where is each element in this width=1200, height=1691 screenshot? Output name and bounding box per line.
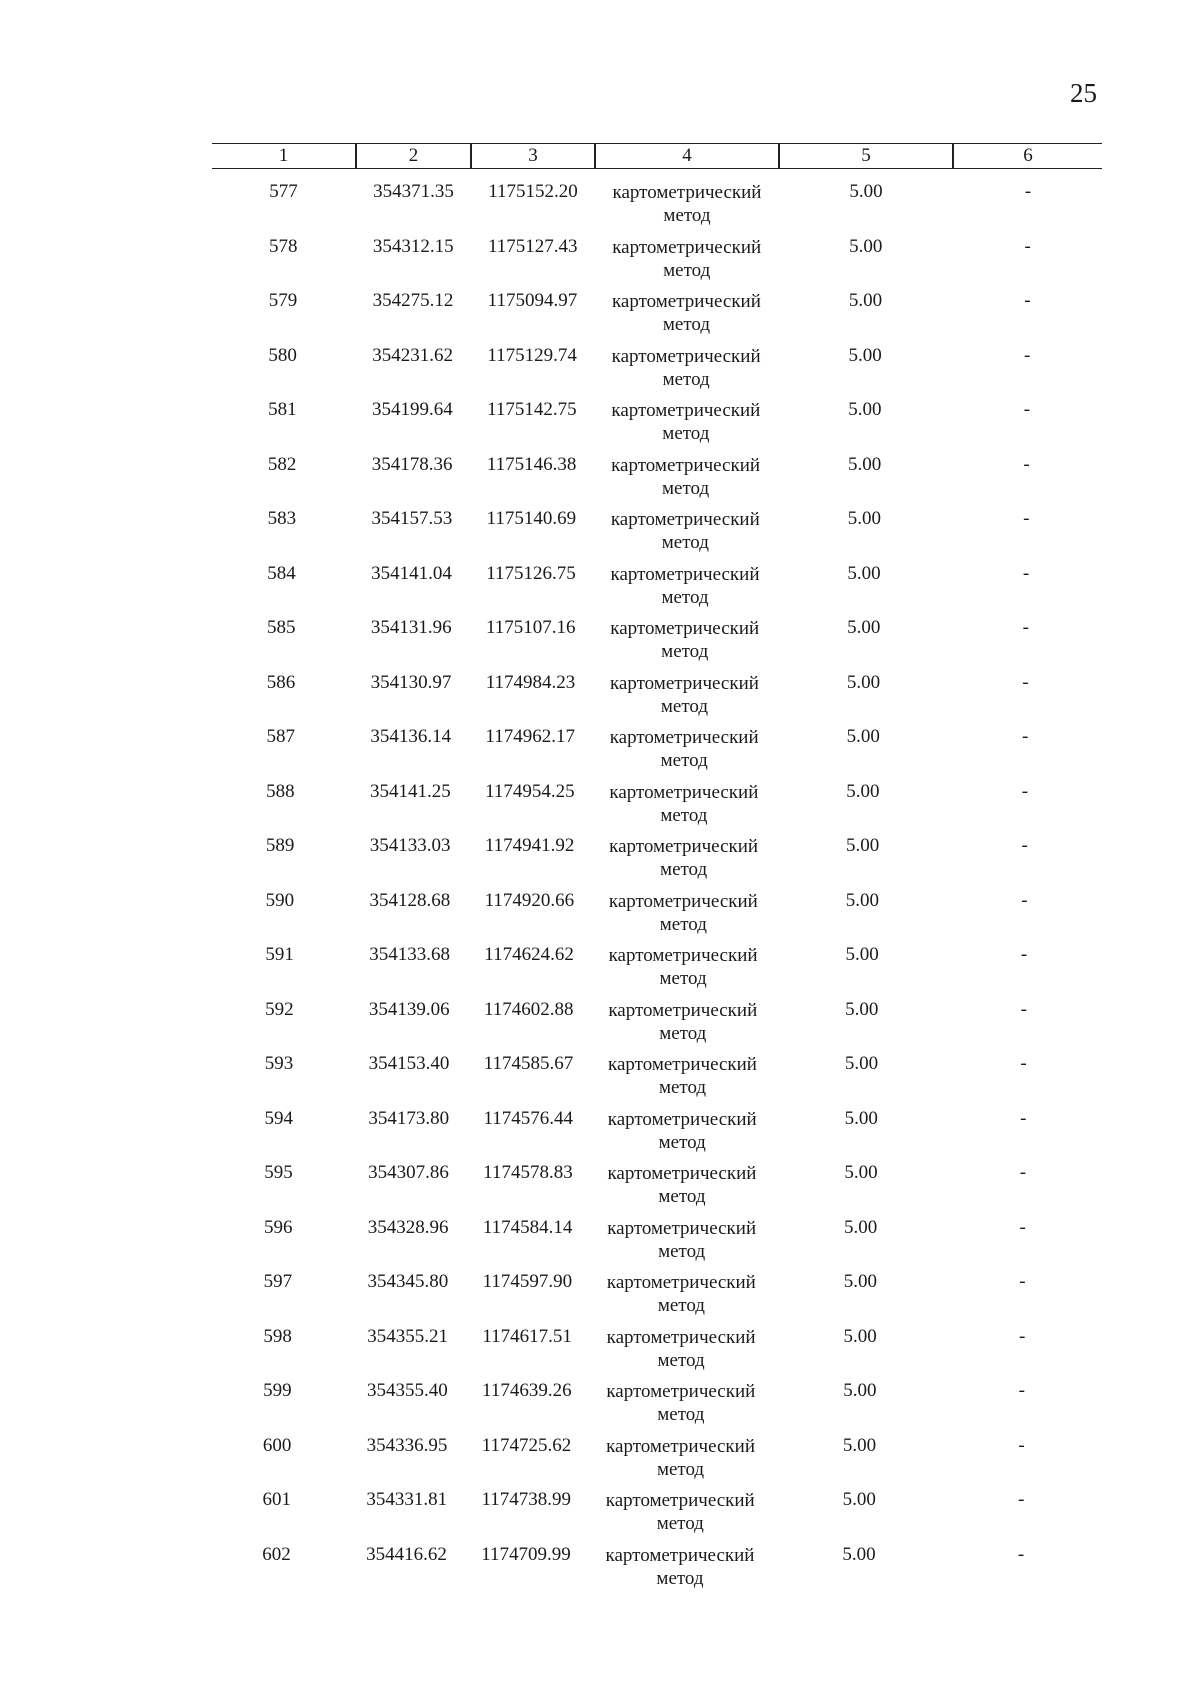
accuracy-value: 5.00 — [842, 1489, 876, 1510]
coordinate-y: 1174639.26 — [482, 1380, 572, 1401]
table-row — [212, 1532, 1102, 1587]
coordinate-x: 354331.81 — [366, 1489, 448, 1510]
accuracy-value: 5.00 — [848, 344, 882, 366]
description-value: - — [1021, 889, 1028, 911]
accuracy-value: 5.00 — [846, 726, 880, 747]
column-header-3: 3 — [528, 145, 538, 166]
coordinate-y: 1174941.92 — [484, 835, 575, 856]
method-line-2: метод — [657, 1404, 705, 1425]
method-cell — [591, 1217, 773, 1263]
point-number: 583 — [267, 508, 297, 529]
coordinate-y: 1175146.38 — [486, 453, 577, 475]
table-row — [212, 169, 1102, 224]
point-number: 578 — [268, 235, 298, 257]
table-row — [212, 1041, 1102, 1096]
method-cell — [595, 290, 777, 336]
coordinate-y: 1174962.17 — [485, 726, 575, 747]
coordinate-y: 1174584.14 — [482, 1216, 573, 1238]
description-value: - — [1024, 235, 1031, 257]
accuracy-value: 5.00 — [846, 835, 880, 856]
accuracy-value: 5.00 — [843, 1271, 878, 1292]
coordinate-y: 1175142.75 — [487, 399, 577, 420]
column-header-5: 5 — [861, 145, 871, 166]
point-number: 592 — [265, 998, 294, 1020]
coordinate-y: 1175126.75 — [486, 562, 576, 584]
point-number: 591 — [265, 944, 294, 965]
table-row — [212, 1259, 1102, 1314]
method-line-1: картометрический — [607, 1163, 757, 1184]
description-value: - — [1022, 726, 1029, 747]
coordinate-x: 354173.80 — [368, 1107, 450, 1129]
table-row — [212, 878, 1102, 933]
coordinate-y: 1174617.51 — [482, 1325, 572, 1347]
table-row — [212, 278, 1102, 333]
description-value: - — [1023, 344, 1031, 366]
table-row — [212, 1423, 1102, 1478]
point-number: 594 — [264, 1107, 293, 1129]
method-line-2: метод — [659, 968, 707, 989]
coordinate-x: 354128.68 — [369, 889, 451, 911]
method-line-2: метод — [656, 1567, 704, 1589]
description-value: - — [1021, 835, 1028, 856]
point-number: 579 — [268, 290, 298, 311]
method-cell — [595, 345, 777, 391]
method-line-1: картометрический — [606, 1381, 756, 1402]
method-cell — [596, 181, 778, 227]
description-value: - — [1024, 181, 1032, 202]
description-value: - — [1019, 1162, 1027, 1183]
method-line-1: картометрический — [610, 618, 760, 639]
method-line-1: картометрический — [608, 1054, 757, 1075]
method-line-2: метод — [662, 477, 710, 499]
description-value: - — [1021, 780, 1029, 802]
method-line-1: картометрический — [609, 727, 759, 748]
point-number: 602 — [262, 1543, 291, 1565]
method-cell — [596, 236, 778, 282]
coordinate-x: 354136.14 — [370, 726, 452, 747]
point-number: 590 — [265, 889, 295, 911]
coordinate-x: 354312.15 — [372, 235, 454, 257]
coordinate-y: 1175152.20 — [488, 181, 578, 202]
method-line-2: метод — [660, 750, 708, 771]
method-cell — [595, 399, 777, 445]
description-value: - — [1023, 453, 1030, 475]
method-cell — [589, 1489, 771, 1535]
method-line-1: картометрический — [606, 1326, 756, 1348]
point-number: 595 — [264, 1162, 293, 1183]
coordinate-x: 354416.62 — [366, 1543, 447, 1565]
column-number-header-row — [212, 143, 1102, 169]
coordinate-x: 354178.36 — [371, 453, 453, 475]
coordinate-y: 1175127.43 — [487, 235, 578, 257]
coordinate-y: 1174578.83 — [483, 1162, 573, 1183]
method-line-2: метод — [656, 1458, 705, 1480]
method-line-1: картометрический — [608, 945, 758, 966]
description-value: - — [1024, 290, 1031, 311]
table-row — [212, 1150, 1102, 1205]
table-row — [212, 660, 1102, 715]
method-cell — [592, 944, 774, 990]
accuracy-value: 5.00 — [843, 1380, 877, 1401]
method-cell — [590, 1326, 772, 1372]
method-cell — [592, 1053, 774, 1099]
point-number: 589 — [265, 835, 295, 856]
method-cell — [592, 999, 774, 1045]
coordinate-x: 354139.06 — [368, 998, 450, 1020]
method-cell — [590, 1271, 772, 1317]
table-row — [212, 823, 1102, 878]
table-row — [212, 1205, 1102, 1260]
method-line-2: метод — [663, 205, 711, 226]
method-line-1: картометрический — [608, 999, 758, 1021]
accuracy-value: 5.00 — [846, 671, 881, 693]
coordinate-x: 354133.68 — [369, 944, 450, 965]
description-value: - — [1019, 1216, 1026, 1238]
method-cell — [589, 1544, 771, 1590]
coordinate-y: 1175107.16 — [485, 617, 576, 638]
point-number: 596 — [263, 1216, 293, 1238]
description-value: - — [1018, 1325, 1026, 1347]
method-line-2: метод — [663, 259, 711, 281]
point-number: 587 — [266, 726, 295, 747]
method-cell — [593, 672, 775, 718]
accuracy-value: 5.00 — [847, 508, 881, 529]
description-value: - — [1023, 508, 1030, 529]
table-row — [212, 769, 1102, 824]
method-line-2: метод — [657, 1349, 705, 1371]
point-number: 601 — [262, 1489, 292, 1510]
coordinate-x: 354157.53 — [371, 508, 453, 529]
description-value: - — [1019, 1271, 1026, 1292]
method-line-2: метод — [662, 314, 710, 335]
table-row — [212, 224, 1102, 279]
accuracy-value: 5.00 — [844, 1053, 879, 1074]
coordinate-x: 354307.86 — [368, 1162, 449, 1183]
accuracy-value: 5.00 — [844, 1107, 878, 1129]
method-cell — [590, 1435, 772, 1481]
coordinate-y: 1175140.69 — [486, 508, 577, 529]
method-cell — [594, 563, 776, 609]
method-line-1: картометрический — [611, 454, 761, 476]
description-value: - — [1022, 617, 1029, 638]
point-number: 597 — [263, 1271, 293, 1292]
table-row — [212, 387, 1102, 442]
coordinate-x: 354199.64 — [372, 399, 453, 420]
method-line-1: картометрический — [608, 890, 758, 912]
coordinate-x: 354371.35 — [373, 181, 454, 202]
table-body — [212, 169, 1102, 1589]
method-line-2: метод — [660, 695, 709, 717]
method-line-2: метод — [661, 586, 709, 608]
method-cell — [594, 508, 776, 554]
description-value: - — [1020, 1053, 1027, 1074]
method-line-1: картометрический — [611, 345, 761, 367]
point-number: 582 — [267, 453, 297, 475]
description-value: - — [1022, 671, 1029, 693]
coordinate-x: 354153.40 — [368, 1053, 450, 1074]
coordinate-y: 1174602.88 — [484, 998, 574, 1020]
table-row — [212, 1314, 1102, 1369]
accuracy-value: 5.00 — [845, 944, 879, 965]
coordinate-x: 354131.96 — [370, 617, 452, 638]
method-line-1: картометрический — [610, 509, 760, 530]
description-value: - — [1023, 399, 1031, 420]
method-line-2: метод — [659, 913, 707, 935]
point-number: 580 — [268, 344, 297, 366]
table-row — [212, 333, 1102, 388]
accuracy-value: 5.00 — [849, 235, 883, 257]
description-value: - — [1018, 1489, 1025, 1510]
accuracy-value: 5.00 — [847, 453, 882, 475]
table-row — [212, 605, 1102, 660]
method-line-2: метод — [661, 641, 709, 662]
method-line-2: метод — [658, 1186, 706, 1207]
coordinate-x: 354130.97 — [370, 671, 452, 693]
method-line-2: метод — [658, 1240, 706, 1262]
point-number: 585 — [267, 617, 296, 638]
method-line-1: картометрический — [607, 1108, 757, 1130]
point-number: 577 — [269, 181, 298, 202]
description-value: - — [1020, 944, 1028, 965]
description-value: - — [1022, 562, 1030, 584]
method-line-2: метод — [656, 1513, 704, 1534]
description-value: - — [1017, 1543, 1025, 1565]
method-line-1: картометрический — [605, 1544, 755, 1566]
coordinate-y: 1174624.62 — [484, 944, 574, 965]
accuracy-value: 5.00 — [842, 1434, 877, 1456]
coordinates-table — [212, 143, 1102, 1589]
coordinate-y: 1174576.44 — [483, 1107, 573, 1129]
accuracy-value: 5.00 — [843, 1325, 877, 1347]
method-line-2: метод — [660, 804, 708, 826]
coordinate-y: 1175094.97 — [487, 290, 578, 311]
coordinate-x: 354275.12 — [372, 290, 454, 311]
table-row — [212, 551, 1102, 606]
method-line-1: картометрический — [612, 236, 762, 258]
table-row — [212, 1477, 1102, 1532]
accuracy-value: 5.00 — [844, 1162, 878, 1183]
table-row — [212, 1368, 1102, 1423]
method-line-2: метод — [662, 368, 710, 390]
point-number: 593 — [264, 1053, 294, 1074]
method-cell — [593, 781, 775, 827]
method-line-1: картометрический — [606, 1272, 756, 1293]
point-number: 581 — [268, 399, 297, 420]
method-line-1: картометрический — [609, 781, 759, 803]
method-cell — [592, 890, 774, 936]
coordinate-x: 354345.80 — [367, 1271, 449, 1292]
table-row — [212, 987, 1102, 1042]
description-value: - — [1020, 1107, 1027, 1129]
method-cell — [595, 454, 777, 500]
method-cell — [591, 1162, 773, 1208]
method-line-1: картометрический — [607, 1217, 757, 1239]
table-row — [212, 932, 1102, 987]
method-cell — [593, 835, 775, 881]
method-cell — [593, 726, 775, 772]
description-value: - — [1018, 1434, 1025, 1456]
description-value: - — [1018, 1380, 1025, 1401]
method-line-1: картометрический — [612, 182, 762, 203]
coordinate-y: 1174954.25 — [485, 780, 575, 802]
coordinate-y: 1174709.99 — [481, 1543, 571, 1565]
point-number: 599 — [263, 1380, 292, 1401]
method-line-2: метод — [658, 1131, 706, 1153]
accuracy-value: 5.00 — [848, 399, 882, 420]
accuracy-value: 5.00 — [844, 1216, 878, 1238]
coordinate-x: 354336.95 — [366, 1434, 448, 1456]
method-line-2: метод — [658, 1077, 707, 1098]
coordinate-y: 1174585.67 — [483, 1053, 574, 1074]
point-number: 586 — [266, 671, 296, 693]
method-line-1: картометрический — [611, 400, 761, 421]
point-number: 600 — [262, 1434, 292, 1456]
coordinate-y: 1174597.90 — [482, 1271, 573, 1292]
method-line-2: метод — [660, 859, 708, 880]
coordinate-y: 1174725.62 — [481, 1434, 572, 1456]
coordinate-y: 1175129.74 — [487, 344, 577, 366]
coordinate-x: 354141.25 — [370, 780, 451, 802]
point-number: 584 — [267, 562, 296, 584]
accuracy-value: 5.00 — [847, 562, 881, 584]
point-number: 588 — [266, 780, 295, 802]
method-line-2: метод — [657, 1295, 705, 1316]
accuracy-value: 5.00 — [849, 181, 883, 202]
column-header-1: 1 — [278, 145, 289, 166]
coordinate-y: 1174920.66 — [484, 889, 575, 911]
coordinate-x: 354231.62 — [372, 344, 454, 366]
accuracy-value: 5.00 — [845, 889, 879, 911]
coordinate-y: 1174984.23 — [485, 671, 576, 693]
method-line-1: картометрический — [611, 291, 761, 312]
accuracy-value: 5.00 — [845, 998, 879, 1020]
table-row — [212, 496, 1102, 551]
coordinate-x: 354328.96 — [367, 1216, 449, 1238]
page-number: 25 — [1070, 78, 1097, 108]
column-header-4: 4 — [682, 145, 692, 166]
method-line-1: картометрический — [610, 563, 760, 585]
method-line-2: метод — [659, 1022, 707, 1044]
table-row — [212, 1096, 1102, 1151]
description-value: - — [1020, 998, 1027, 1020]
accuracy-value: 5.00 — [846, 780, 880, 802]
accuracy-value: 5.00 — [842, 1543, 876, 1565]
accuracy-value: 5.00 — [848, 290, 883, 311]
column-header-6: 6 — [1023, 145, 1033, 166]
method-line-1: картометрический — [605, 1490, 755, 1511]
method-cell — [594, 617, 776, 663]
coordinate-y: 1174738.99 — [481, 1489, 572, 1510]
method-cell — [591, 1108, 773, 1154]
table-row — [212, 442, 1102, 497]
method-line-1: картометрический — [606, 1435, 756, 1457]
method-cell — [590, 1380, 772, 1426]
coordinate-x: 354133.03 — [369, 835, 451, 856]
method-line-1: картометрический — [609, 836, 759, 857]
method-line-2: метод — [662, 423, 710, 444]
method-line-2: метод — [661, 532, 709, 553]
coordinate-x: 354355.40 — [366, 1380, 448, 1401]
coordinate-x: 354355.21 — [367, 1325, 448, 1347]
coordinate-x: 354141.04 — [371, 562, 452, 584]
column-header-2: 2 — [408, 145, 419, 166]
point-number: 598 — [263, 1325, 292, 1347]
accuracy-value: 5.00 — [847, 617, 881, 638]
table-row — [212, 714, 1102, 769]
method-line-1: картометрический — [609, 672, 759, 694]
